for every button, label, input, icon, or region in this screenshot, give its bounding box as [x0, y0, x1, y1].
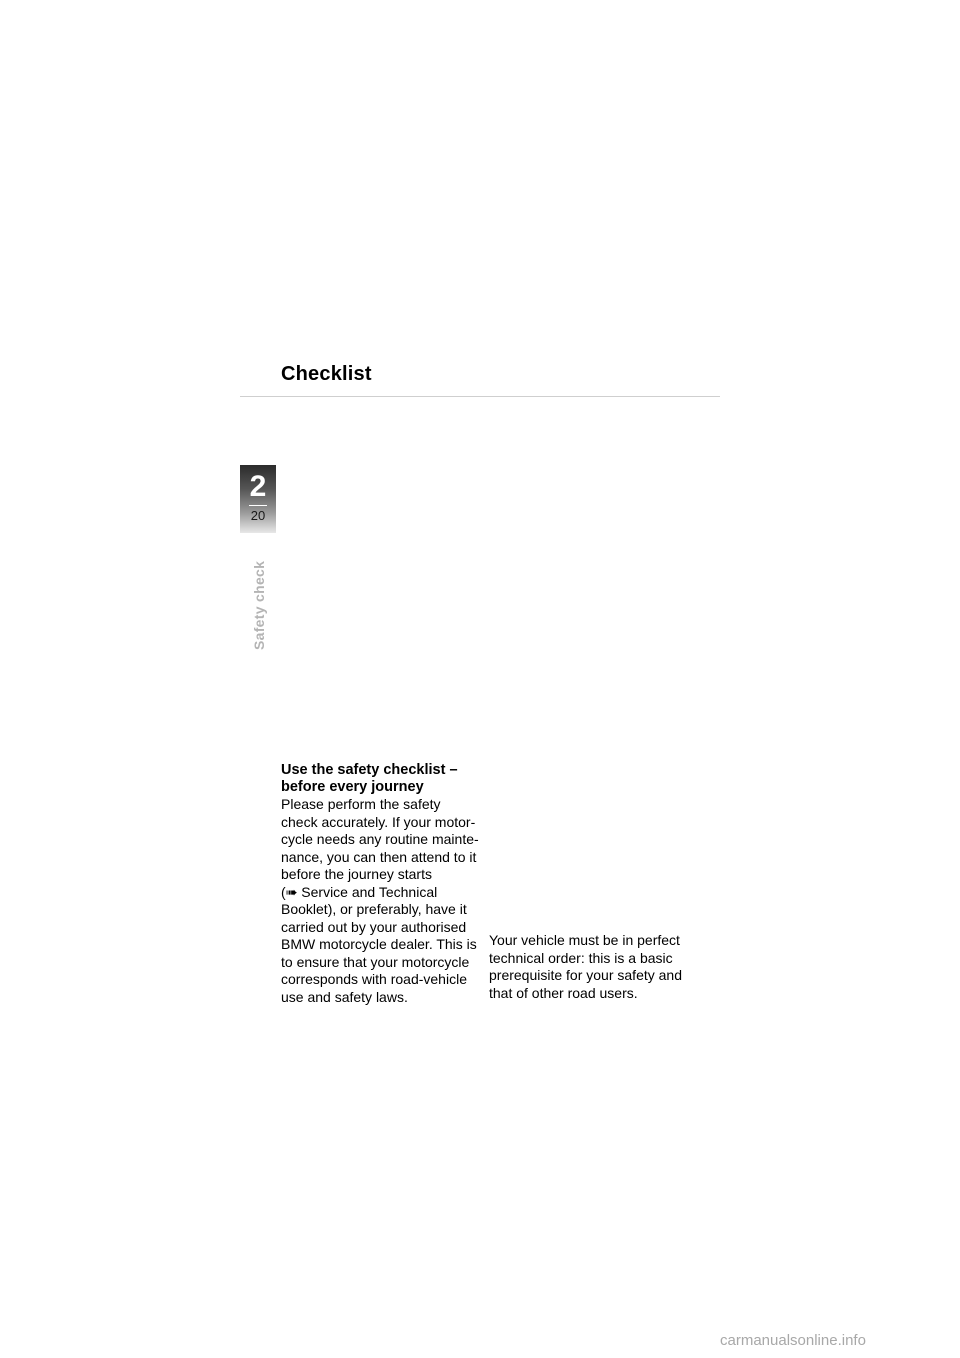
text-line: nance, you can then attend to it [281, 848, 477, 865]
right-column-text [489, 932, 699, 1002]
text-line: BMW motorcycle dealer. This is [281, 936, 477, 952]
left-column [281, 762, 491, 1006]
text-line: technical order: this is a basic [489, 949, 673, 966]
side-section-label: Safety check [251, 560, 267, 650]
text-line: prerequisite for your safety and [489, 967, 682, 983]
right-column [489, 932, 699, 1002]
text-line: check accurately. If your motor- [281, 813, 476, 830]
text-line: carried out by your authorised [281, 918, 467, 935]
text-line: Please perform the safety [281, 796, 441, 812]
text-line: Your vehicle must be in perfect [489, 932, 680, 948]
chapter-divider [249, 505, 267, 506]
page-number: 20 [250, 508, 266, 523]
text-line: Booklet), or preferably, have it [281, 901, 467, 917]
text-line: cycle needs any routine mainte- [281, 831, 479, 847]
text-line: to ensure that your motorcycle [281, 953, 470, 970]
text-line: use and safety laws. [281, 988, 408, 1005]
chapter-number: 2 [249, 470, 267, 503]
text-line: (➠ Service and Technical [281, 883, 438, 900]
left-column-text [281, 796, 491, 1006]
text-line: before the journey starts [281, 866, 432, 882]
chapter-tab [240, 465, 276, 533]
page-title: Checklist [281, 363, 372, 385]
title-divider [240, 396, 720, 397]
section-heading: Use the safety checklist – before every journey [281, 762, 458, 795]
text-line: corresponds with road-vehicle [281, 971, 467, 987]
text-line: that of other road users. [489, 984, 638, 1001]
footer-watermark: carmanualsonline.info [720, 1332, 866, 1349]
